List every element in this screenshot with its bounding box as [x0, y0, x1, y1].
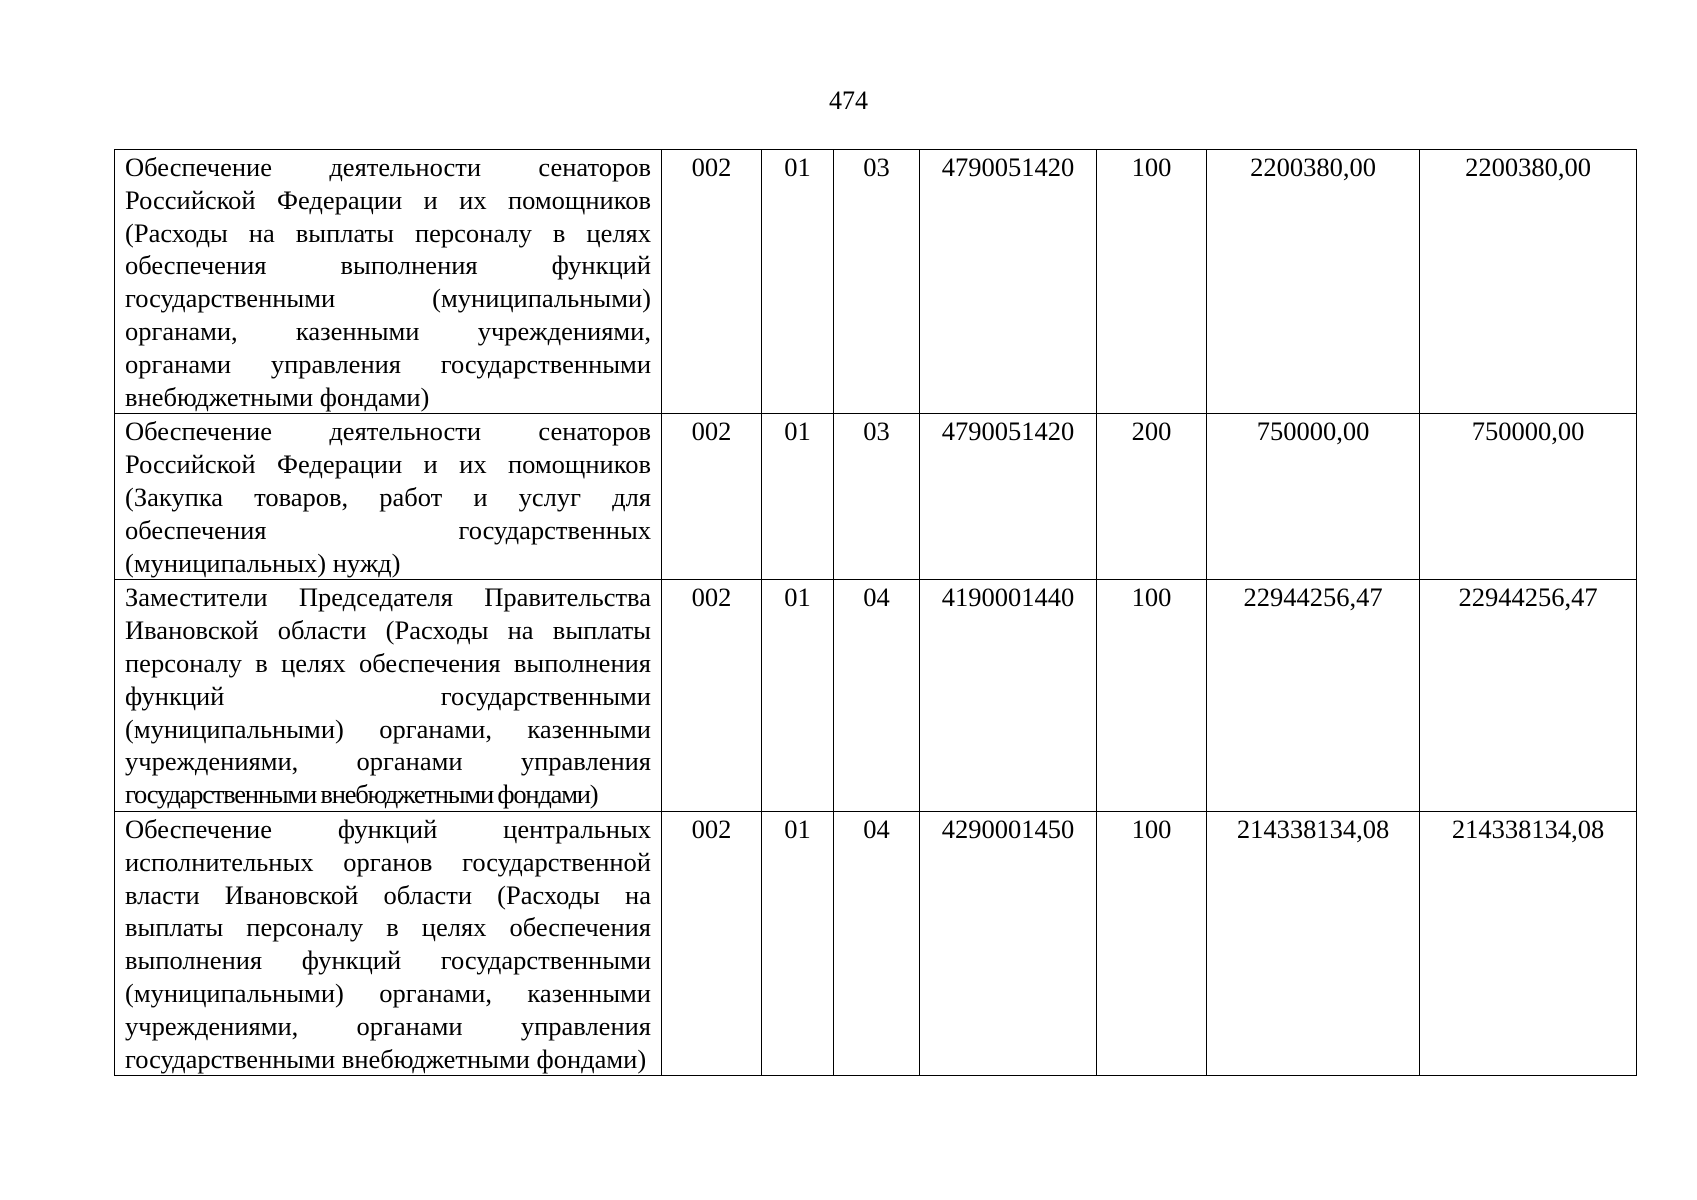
amount-2: 214338134,08 [1420, 811, 1637, 1075]
expense-type-code: 100 [1097, 811, 1207, 1075]
amount-2: 22944256,47 [1420, 580, 1637, 812]
ministry-code: 002 [662, 811, 762, 1075]
amount-2: 2200380,00 [1420, 150, 1637, 414]
expense-type-code: 100 [1097, 580, 1207, 812]
amount-1: 2200380,00 [1207, 150, 1420, 414]
row-description-cell [115, 580, 662, 812]
ministry-code: 002 [662, 414, 762, 580]
row-description: Обеспечение деятельности сенаторов Российской Федерации и их помощников (Закупка товаров, работ и услуг для обеспечения государственных (муниципальных) нужд) [115, 414, 662, 580]
expense-type-code: 100 [1097, 150, 1207, 414]
row-description: Обеспечение функций центральных исполнительных органов государственной власти Ивановской области (Расходы на выплаты персоналу в целях обеспечения выполнения функций государственными (муниципальными) органами, казенными учреждениями, органами управления государственными внебюджетными фондами) [115, 811, 662, 1075]
ministry-code: 002 [662, 580, 762, 812]
table-row [115, 580, 1637, 812]
subsection-code: 03 [834, 414, 920, 580]
target-article-code: 4190001440 [920, 580, 1097, 812]
expense-type-code: 200 [1097, 414, 1207, 580]
table-row [115, 150, 1637, 414]
target-article-code: 4790051420 [920, 414, 1097, 580]
amount-1: 22944256,47 [1207, 580, 1420, 812]
target-article-code: 4790051420 [920, 150, 1097, 414]
section-code: 01 [762, 150, 834, 414]
subsection-code: 03 [834, 150, 920, 414]
budget-table [114, 149, 1637, 1076]
ministry-code: 002 [662, 150, 762, 414]
table-row [115, 414, 1637, 580]
section-code: 01 [762, 414, 834, 580]
table-row [115, 811, 1637, 1075]
page-number: 474 [829, 86, 868, 115]
row-description: Обеспечение деятельности сенаторов Российской Федерации и их помощников (Расходы на выплаты персоналу в целях обеспечения выполнения функций государственными (муниципальными) органами, казенными учреждениями, органами управления государственными внебюджетными фондами) [115, 150, 662, 414]
amount-1: 750000,00 [1207, 414, 1420, 580]
amount-1: 214338134,08 [1207, 811, 1420, 1075]
row-description: Заместители Председателя Правительства Ивановской области (Расходы на выплаты персоналу в целях обеспечения выполнения функций государственными (муниципальными) органами, казенными учреждениями, органами управления [125, 582, 651, 777]
amount-2: 750000,00 [1420, 414, 1637, 580]
row-description-tail: государственными внебюджетными фондами) [125, 779, 598, 810]
target-article-code: 4290001450 [920, 811, 1097, 1075]
subsection-code: 04 [834, 580, 920, 812]
section-code: 01 [762, 580, 834, 812]
subsection-code: 04 [834, 811, 920, 1075]
section-code: 01 [762, 811, 834, 1075]
